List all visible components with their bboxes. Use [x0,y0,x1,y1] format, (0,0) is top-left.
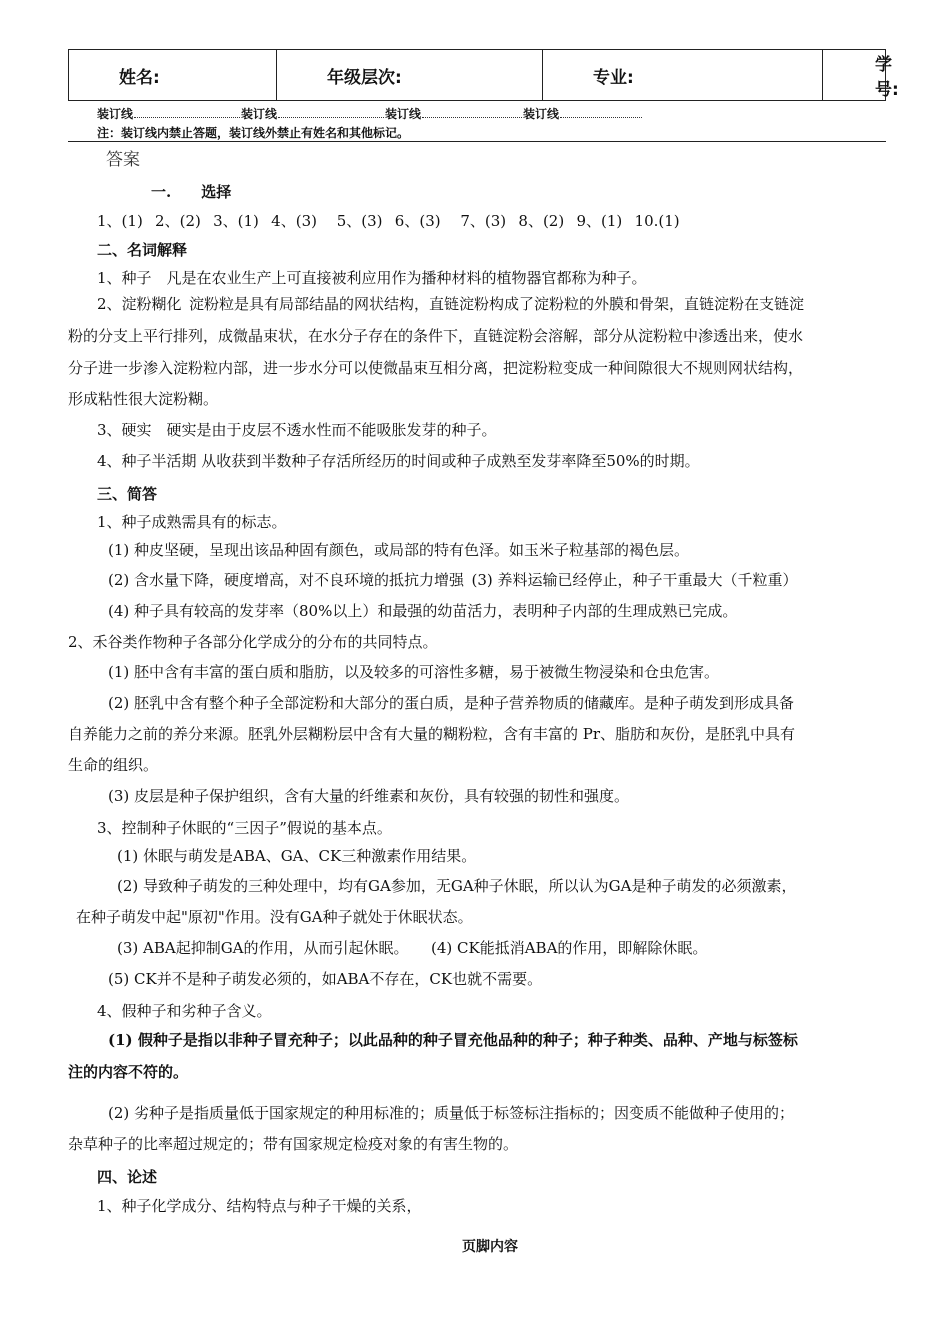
binding-line-label: 装订线 [385,107,422,121]
answer-line: 形成粘性很大淀粉糊。 [68,390,219,408]
answer-line: (1) 休眠与萌发是ABA、GA、CK三种激素作用结果。 [117,847,477,865]
page-footer: 页脚内容 [462,1239,518,1255]
name-label: 姓名: [119,67,160,88]
binding-line-label: 装订线 [97,107,134,121]
answer-line: 1、种子化学成分、结构特点与种子干燥的关系， [97,1197,422,1215]
header-divider [68,141,886,142]
answer-line: (4) 种子具有较高的发芽率（80%以上）和最强的幼苗活力，表明种子内部的生理成熟已完成。 [108,602,738,620]
answer-line: (1) 种皮坚硬，呈现出该品种固有颜色，或局部的特有色泽。如玉米子粒基部的褐色层。 [108,541,690,559]
answer-line: 粉的分支上平行排列，成微晶束状，在水分子存在的条件下，直链淀粉会溶解，部分从淀粉粒中渗透出来，使水 [68,327,804,345]
answer-line: 4、种子半活期 从收获到半数种子存活所经历的时间或种子成熟至发芽率降至50%的时期。 [97,452,700,470]
major-label: 专业: [593,67,634,88]
grade-label: 年级层次: [327,67,402,88]
student-info-table [68,49,899,101]
binding-dots [134,108,240,118]
binding-line-label: 装订线 [523,107,560,121]
answer-line: 分子进一步渗入淀粉粒内部，进一步水分可以使微晶束互相分离，把淀粉粒变成一种间隙很大不规则网状结构， [68,359,804,377]
section-heading: 四、论述 [97,1168,158,1186]
answer-line: 在种子萌发中起"原初"作用。没有GA种子就处于休眠状态。 [76,908,473,926]
section-heading: 二、名词解释 [97,241,188,259]
binding-line-label: 装订线 [241,107,278,121]
answer-line: 1、种子 凡是在农业生产上可直接被利应用作为播种材料的植物器官都称为种子。 [97,269,647,287]
answer-line: (3) 皮层是种子保护组织，含有大量的纤维素和灰份，具有较强的韧性和强度。 [108,787,630,805]
student-id-cell[interactable] [823,50,899,101]
answer-line: (2) 胚乳中含有整个种子全部淀粉和大部分的蛋白质，是种子营养物质的储藏库。是种子萌发到形成具备 [108,694,795,712]
answer-line: 杂草种子的比率超过规定的；带有国家规定检疫对象的有害生物的。 [68,1135,519,1153]
answer-line: (5) CK并不是种子萌发必须的，如ABA不存在，CK也就不需要。 [108,970,543,988]
major-cell[interactable] [543,50,823,101]
answer-line: (2) 劣种子是指质量低于国家规定的种用标准的；质量低于标签标注指标的；因变质不能做种子使用的； [108,1104,795,1122]
binding-line-row [97,105,643,122]
binding-notice: 注：装订线内禁止答题，装订线外禁止有姓名和其他标记。 [97,126,410,140]
answer-line: 3、硬实 硬实是由于皮层不透水性而不能吸胀发芽的种子。 [97,421,497,439]
answer-line: 3、控制种子休眠的“三因子”假说的基本点。 [97,819,392,837]
answer-heading: 答案 [106,150,140,170]
answer-line: 自养能力之前的养分来源。胚乳外层糊粉层中含有大量的糊粉粒，含有丰富的 Pr、脂肪和灰份，是胚乳中具有 [68,725,796,743]
choice-answers: 1、(1) 2、(2) 3、(1) 4、(3) 5、(3) 6、(3) 7、(3) 8、(2) 9、(1) 10.(1) [97,212,680,230]
answer-line: (1) 胚中含有丰富的蛋白质和脂肪，以及较多的可溶性多糖，易于被微生物浸染和仓虫危害。 [108,663,720,681]
section-heading: 一. 选择 [151,183,232,201]
binding-dots [422,108,522,118]
answer-line: 生命的组织。 [68,756,159,774]
answer-line: (1) 假种子是指以非种子冒充种子；以此品种的种子冒充他品种的种子；种子种类、品种、产地与标签标 [108,1031,798,1049]
answer-line: 2、淀粉糊化 淀粉粒是具有局部结晶的网状结构，直链淀粉构成了淀粉粒的外膜和骨架，直链淀粉在支链淀 [97,295,805,313]
section-heading: 三、简答 [97,485,158,503]
answer-line: 2、禾谷类作物种子各部分化学成分的分布的共同特点。 [68,633,438,651]
answer-line: (2) 含水量下降，硬度增高，对不良环境的抵抗力增强 (3) 养料运输已经停止，种子干重最大（千粒重） [108,571,798,589]
answer-line: (2) 导致种子萌发的三种处理中，均有GA参加，无GA种子休眠，所以认为GA是种子萌发的必须激素， [117,877,797,895]
answer-line: (3) ABA起抑制GA的作用，从而引起休眠。 (4) CK能抵消ABA的作用，即解除休眠。 [117,939,708,957]
binding-dots [278,108,384,118]
grade-cell[interactable] [277,50,543,101]
answer-line: 注的内容不符的。 [68,1063,189,1081]
binding-dots [560,108,642,118]
answer-line: 1、种子成熟需具有的标志。 [97,513,287,531]
student-id-label: 学号: [875,55,899,100]
answer-line: 4、假种子和劣种子含义。 [97,1002,272,1020]
name-cell[interactable] [69,50,277,101]
